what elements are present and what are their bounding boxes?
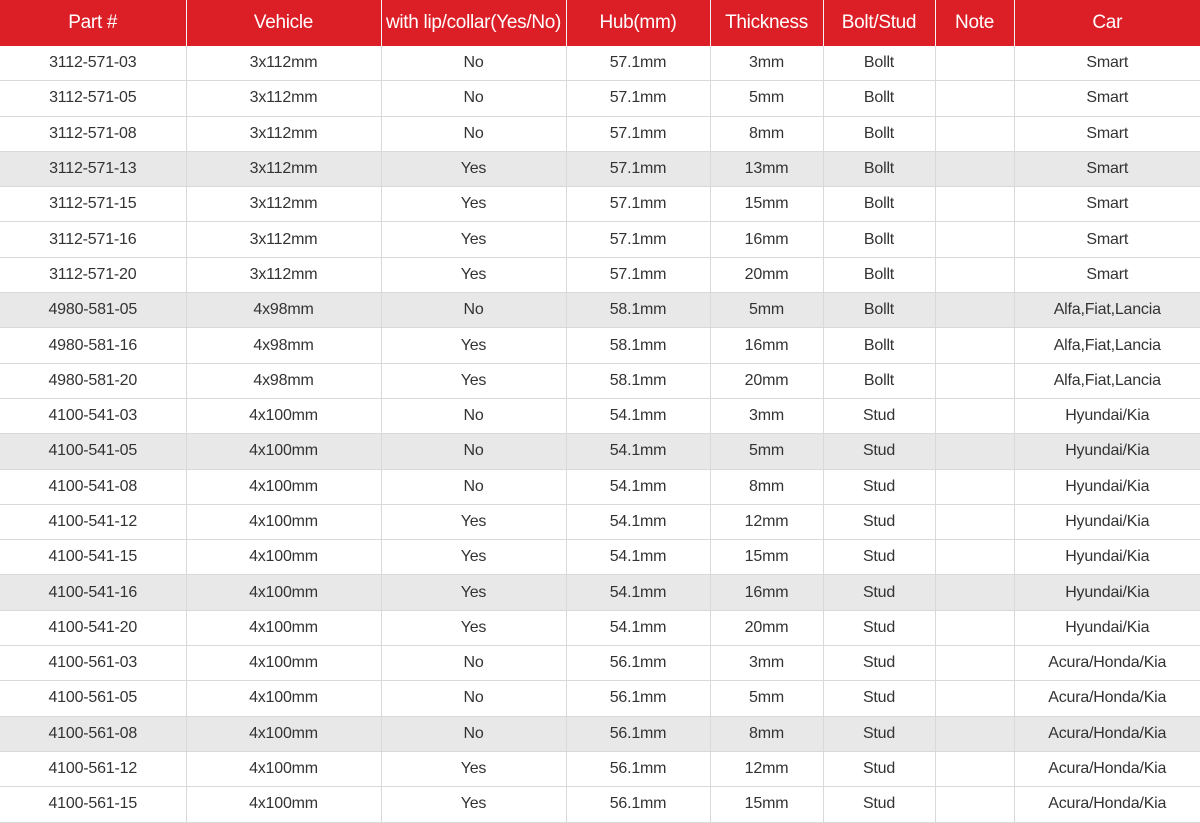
lip-collar-cell: Yes — [381, 363, 566, 398]
table-row — [0, 504, 1200, 539]
bolt-stud-cell: Bollt — [823, 151, 935, 186]
car-cell: Alfa,Fiat,Lancia — [1014, 293, 1200, 328]
bolt-stud-cell: Stud — [823, 540, 935, 575]
table-row — [0, 222, 1200, 257]
car-cell: Smart — [1014, 46, 1200, 81]
lip-collar-cell: Yes — [381, 751, 566, 786]
hub-cell: 54.1mm — [566, 575, 710, 610]
lip-collar-cell: No — [381, 434, 566, 469]
note-cell — [935, 46, 1014, 81]
thickness-cell: 12mm — [710, 504, 823, 539]
header-lip-collar: with lip/collar(Yes/No) — [381, 0, 566, 46]
bolt-stud-cell: Stud — [823, 469, 935, 504]
vehicle-cell: 3x112mm — [186, 81, 381, 116]
thickness-cell: 20mm — [710, 363, 823, 398]
bolt-stud-cell: Bollt — [823, 363, 935, 398]
bolt-stud-cell: Bollt — [823, 222, 935, 257]
thickness-cell: 16mm — [710, 575, 823, 610]
table-row — [0, 116, 1200, 151]
part-number-cell: 4100-541-08 — [0, 469, 186, 504]
part-number-cell: 4980-581-20 — [0, 363, 186, 398]
car-cell: Smart — [1014, 151, 1200, 186]
thickness-cell: 16mm — [710, 222, 823, 257]
part-number-cell: 3112-571-03 — [0, 46, 186, 81]
thickness-cell: 3mm — [710, 398, 823, 433]
note-cell — [935, 328, 1014, 363]
car-cell: Acura/Honda/Kia — [1014, 716, 1200, 751]
note-cell — [935, 540, 1014, 575]
bolt-stud-cell: Bollt — [823, 116, 935, 151]
bolt-stud-cell: Bollt — [823, 293, 935, 328]
car-cell: Smart — [1014, 257, 1200, 292]
thickness-cell: 8mm — [710, 716, 823, 751]
header-thickness: Thickness — [710, 0, 823, 46]
car-cell: Acura/Honda/Kia — [1014, 751, 1200, 786]
car-cell: Hyundai/Kia — [1014, 469, 1200, 504]
car-cell: Smart — [1014, 81, 1200, 116]
bolt-stud-cell: Stud — [823, 504, 935, 539]
header-car: Car — [1014, 0, 1200, 46]
thickness-cell: 5mm — [710, 81, 823, 116]
thickness-cell: 15mm — [710, 187, 823, 222]
part-number-cell: 4100-541-05 — [0, 434, 186, 469]
vehicle-cell: 3x112mm — [186, 257, 381, 292]
lip-collar-cell: No — [381, 116, 566, 151]
thickness-cell: 15mm — [710, 787, 823, 822]
note-cell — [935, 81, 1014, 116]
part-number-cell: 3112-571-05 — [0, 81, 186, 116]
car-cell: Acura/Honda/Kia — [1014, 787, 1200, 822]
hub-cell: 57.1mm — [566, 81, 710, 116]
table-header-row — [0, 0, 1200, 46]
part-number-cell: 3112-571-15 — [0, 187, 186, 222]
thickness-cell: 20mm — [710, 610, 823, 645]
table-row — [0, 540, 1200, 575]
header-vehicle: Vehicle — [186, 0, 381, 46]
bolt-stud-cell: Stud — [823, 434, 935, 469]
vehicle-cell: 3x112mm — [186, 116, 381, 151]
part-number-cell: 4100-541-03 — [0, 398, 186, 433]
bolt-stud-cell: Bollt — [823, 81, 935, 116]
note-cell — [935, 610, 1014, 645]
bolt-stud-cell: Stud — [823, 751, 935, 786]
part-number-cell: 4100-561-08 — [0, 716, 186, 751]
vehicle-cell: 4x100mm — [186, 646, 381, 681]
table-row — [0, 293, 1200, 328]
thickness-cell: 8mm — [710, 469, 823, 504]
hub-cell: 54.1mm — [566, 504, 710, 539]
bolt-stud-cell: Bollt — [823, 328, 935, 363]
note-cell — [935, 575, 1014, 610]
part-number-cell: 4100-561-15 — [0, 787, 186, 822]
table-body — [0, 46, 1200, 822]
thickness-cell: 13mm — [710, 151, 823, 186]
note-cell — [935, 116, 1014, 151]
hub-cell: 58.1mm — [566, 293, 710, 328]
lip-collar-cell: Yes — [381, 575, 566, 610]
part-number-cell: 4100-561-03 — [0, 646, 186, 681]
lip-collar-cell: Yes — [381, 222, 566, 257]
thickness-cell: 20mm — [710, 257, 823, 292]
vehicle-cell: 4x98mm — [186, 328, 381, 363]
table-row — [0, 398, 1200, 433]
car-cell: Acura/Honda/Kia — [1014, 646, 1200, 681]
vehicle-cell: 4x100mm — [186, 434, 381, 469]
car-cell: Hyundai/Kia — [1014, 504, 1200, 539]
lip-collar-cell: Yes — [381, 504, 566, 539]
note-cell — [935, 151, 1014, 186]
note-cell — [935, 222, 1014, 257]
table-row — [0, 716, 1200, 751]
vehicle-cell: 3x112mm — [186, 222, 381, 257]
part-number-cell: 4980-581-05 — [0, 293, 186, 328]
bolt-stud-cell: Stud — [823, 716, 935, 751]
table-row — [0, 575, 1200, 610]
hub-cell: 56.1mm — [566, 681, 710, 716]
part-number-cell: 4100-541-16 — [0, 575, 186, 610]
table-row — [0, 46, 1200, 81]
part-number-cell: 4100-541-20 — [0, 610, 186, 645]
vehicle-cell: 4x100mm — [186, 787, 381, 822]
table-row — [0, 151, 1200, 186]
car-cell: Smart — [1014, 187, 1200, 222]
part-number-cell: 3112-571-16 — [0, 222, 186, 257]
lip-collar-cell: Yes — [381, 787, 566, 822]
vehicle-cell: 4x100mm — [186, 540, 381, 575]
lip-collar-cell: No — [381, 398, 566, 433]
lip-collar-cell: No — [381, 681, 566, 716]
part-number-cell: 4980-581-16 — [0, 328, 186, 363]
table-row — [0, 434, 1200, 469]
vehicle-cell: 3x112mm — [186, 151, 381, 186]
table-row — [0, 363, 1200, 398]
hub-cell: 54.1mm — [566, 540, 710, 575]
bolt-stud-cell: Stud — [823, 398, 935, 433]
car-cell: Hyundai/Kia — [1014, 610, 1200, 645]
header-part-number: Part # — [0, 0, 186, 46]
header-bolt-stud: Bolt/Stud — [823, 0, 935, 46]
vehicle-cell: 4x100mm — [186, 504, 381, 539]
hub-cell: 57.1mm — [566, 46, 710, 81]
hub-cell: 57.1mm — [566, 222, 710, 257]
table-row — [0, 81, 1200, 116]
hub-cell: 57.1mm — [566, 151, 710, 186]
lip-collar-cell: No — [381, 716, 566, 751]
bolt-stud-cell: Bollt — [823, 257, 935, 292]
hub-cell: 54.1mm — [566, 469, 710, 504]
lip-collar-cell: Yes — [381, 540, 566, 575]
vehicle-cell: 4x100mm — [186, 610, 381, 645]
vehicle-cell: 4x100mm — [186, 716, 381, 751]
thickness-cell: 3mm — [710, 46, 823, 81]
bolt-stud-cell: Bollt — [823, 187, 935, 222]
vehicle-cell: 3x112mm — [186, 46, 381, 81]
bolt-stud-cell: Stud — [823, 575, 935, 610]
table-row — [0, 751, 1200, 786]
note-cell — [935, 646, 1014, 681]
hub-cell: 58.1mm — [566, 328, 710, 363]
part-number-cell: 4100-541-12 — [0, 504, 186, 539]
hub-cell: 58.1mm — [566, 363, 710, 398]
lip-collar-cell: Yes — [381, 328, 566, 363]
car-cell: Hyundai/Kia — [1014, 575, 1200, 610]
note-cell — [935, 434, 1014, 469]
note-cell — [935, 257, 1014, 292]
hub-cell: 54.1mm — [566, 434, 710, 469]
vehicle-cell: 4x98mm — [186, 363, 381, 398]
vehicle-cell: 4x100mm — [186, 681, 381, 716]
thickness-cell: 8mm — [710, 116, 823, 151]
thickness-cell: 3mm — [710, 646, 823, 681]
thickness-cell: 5mm — [710, 434, 823, 469]
note-cell — [935, 716, 1014, 751]
bolt-stud-cell: Bollt — [823, 46, 935, 81]
lip-collar-cell: No — [381, 646, 566, 681]
hub-cell: 56.1mm — [566, 716, 710, 751]
vehicle-cell: 4x98mm — [186, 293, 381, 328]
header-hub: Hub(mm) — [566, 0, 710, 46]
car-cell: Hyundai/Kia — [1014, 540, 1200, 575]
hub-cell: 56.1mm — [566, 646, 710, 681]
bolt-stud-cell: Stud — [823, 681, 935, 716]
thickness-cell: 5mm — [710, 293, 823, 328]
car-cell: Acura/Honda/Kia — [1014, 681, 1200, 716]
car-cell: Smart — [1014, 222, 1200, 257]
note-cell — [935, 751, 1014, 786]
table-row — [0, 469, 1200, 504]
vehicle-cell: 4x100mm — [186, 469, 381, 504]
table-row — [0, 187, 1200, 222]
part-number-cell: 4100-561-12 — [0, 751, 186, 786]
thickness-cell: 5mm — [710, 681, 823, 716]
lip-collar-cell: No — [381, 81, 566, 116]
lip-collar-cell: Yes — [381, 151, 566, 186]
vehicle-cell: 4x100mm — [186, 751, 381, 786]
car-cell: Hyundai/Kia — [1014, 434, 1200, 469]
hub-cell: 57.1mm — [566, 116, 710, 151]
car-cell: Hyundai/Kia — [1014, 398, 1200, 433]
part-number-cell: 4100-541-15 — [0, 540, 186, 575]
note-cell — [935, 293, 1014, 328]
part-number-cell: 3112-571-13 — [0, 151, 186, 186]
note-cell — [935, 504, 1014, 539]
bolt-stud-cell: Stud — [823, 610, 935, 645]
car-cell: Alfa,Fiat,Lancia — [1014, 328, 1200, 363]
table-row — [0, 610, 1200, 645]
hub-cell: 56.1mm — [566, 751, 710, 786]
lip-collar-cell: Yes — [381, 257, 566, 292]
note-cell — [935, 469, 1014, 504]
header-note: Note — [935, 0, 1014, 46]
part-number-cell: 4100-561-05 — [0, 681, 186, 716]
part-number-cell: 3112-571-08 — [0, 116, 186, 151]
car-cell: Smart — [1014, 116, 1200, 151]
thickness-cell: 16mm — [710, 328, 823, 363]
note-cell — [935, 787, 1014, 822]
hub-cell: 56.1mm — [566, 787, 710, 822]
part-number-cell: 3112-571-20 — [0, 257, 186, 292]
table-row — [0, 787, 1200, 822]
hub-cell: 54.1mm — [566, 610, 710, 645]
hub-cell: 57.1mm — [566, 187, 710, 222]
car-cell: Alfa,Fiat,Lancia — [1014, 363, 1200, 398]
table-row — [0, 257, 1200, 292]
table-row — [0, 646, 1200, 681]
note-cell — [935, 363, 1014, 398]
lip-collar-cell: Yes — [381, 610, 566, 645]
bolt-stud-cell: Stud — [823, 787, 935, 822]
note-cell — [935, 398, 1014, 433]
vehicle-cell: 4x100mm — [186, 398, 381, 433]
thickness-cell: 12mm — [710, 751, 823, 786]
note-cell — [935, 187, 1014, 222]
lip-collar-cell: No — [381, 46, 566, 81]
table-row — [0, 681, 1200, 716]
lip-collar-cell: Yes — [381, 187, 566, 222]
thickness-cell: 15mm — [710, 540, 823, 575]
lip-collar-cell: No — [381, 469, 566, 504]
note-cell — [935, 681, 1014, 716]
table-row — [0, 328, 1200, 363]
hub-cell: 57.1mm — [566, 257, 710, 292]
vehicle-cell: 4x100mm — [186, 575, 381, 610]
bolt-stud-cell: Stud — [823, 646, 935, 681]
hub-cell: 54.1mm — [566, 398, 710, 433]
lip-collar-cell: No — [381, 293, 566, 328]
vehicle-cell: 3x112mm — [186, 187, 381, 222]
